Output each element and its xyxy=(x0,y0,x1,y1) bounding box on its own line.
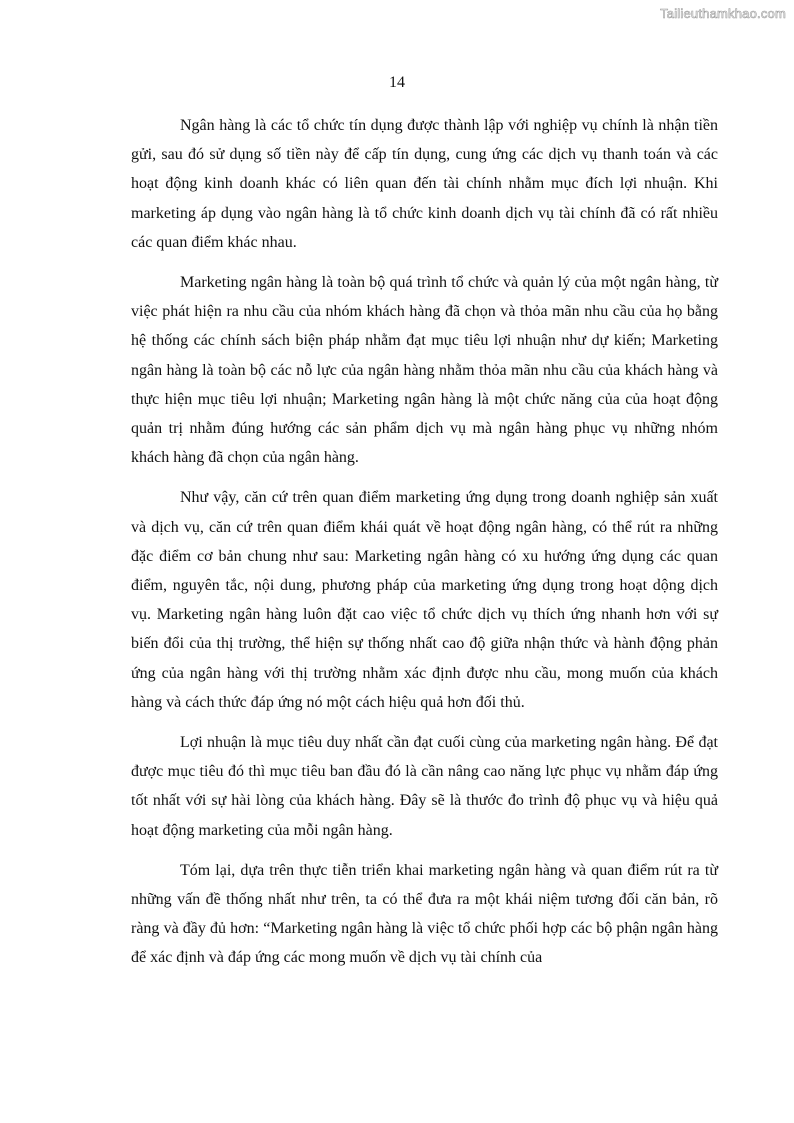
paragraph-4: Lợi nhuận là mục tiêu duy nhất cần đạt cuối cùng của marketing ngân hàng. Để đạt được mục tiêu đó thì mục tiêu ban đầu đó là cần nâng cao năng lực phục vụ nhằm đáp ứng tốt nhất với sự hài lòng của khách hàng. Đây sẽ là thước đo trình độ phục vụ và hiệu quả hoạt động marketing của mỗi ngân hàng. xyxy=(131,734,718,839)
page-number: 14 xyxy=(389,74,405,91)
paragraph-1: Ngân hàng là các tổ chức tín dụng được thành lập với nghiệp vụ chính là nhận tiền gửi, sau đó sử dụng số tiền này để cấp tín dụng, cung ứng các dịch vụ thanh toán và các hoạt động kinh doanh khác có liên quan đến tài chính nhằm mục đích lợi nhuận. Khi marketing áp dụng vào ngân hàng là tổ chức kinh doanh dịch vụ tài chính đã có rất nhiều các quan điểm khác nhau. xyxy=(131,117,718,251)
paragraph-5: Tóm lại, dựa trên thực tiễn triển khai marketing ngân hàng và quan điểm rút ra từ những vấn đề thống nhất như trên, ta có thể đưa ra một khái niệm tương đối căn bản, rõ ràng và đầy đủ hơn: “Marketing ngân hàng là việc tổ chức phối hợp các bộ phận ngân hàng để xác định và đáp ứng các mong muốn về dịch vụ tài chính của xyxy=(131,861,718,967)
paragraph-2: Marketing ngân hàng là toàn bộ quá trình tổ chức và quản lý của một ngân hàng, từ việc phát hiện ra nhu cầu của nhóm khách hàng đã chọn và thỏa mãn nhu cầu của họ bằng hệ thống các chính sách biện pháp nhằm đạt mục tiêu lợi nhuận như dự kiến; Marketing ngân hàng là toàn bộ các nỗ lực của ngân hàng nhằm thỏa mãn nhu cầu của khách hàng và thực hiện mục tiêu lợi nhuận; Marketing ngân hàng là một chức năng của của hoạt động quản trị nhằm đúng hướng các sản phẩm dịch vụ mà ngân hàng phục vụ những nhóm khách hàng đã chọn của ngân hàng. xyxy=(131,274,718,467)
watermark-text: Tailieuthamkhao.com xyxy=(660,6,786,21)
paragraph-3: Như vậy, căn cứ trên quan điểm marketing ứng dụng trong doanh nghiệp sản xuất và dịch vụ, căn cứ trên quan điểm khái quát về hoạt động ngân hàng, có thể rút ra những đặc điểm cơ bản chung như sau: Marketing ngân hàng có xu hướng ứng dụng các quan điểm, nguyên tắc, nội dung, phương pháp của marketing ứng dụng trong hoạt dộng dịch vụ. Marketing ngân hàng luôn đặt cao việc tổ chức dịch vụ thích ứng nhanh hơn với sự biến đổi của thị trường, thể hiện sự thống nhất cao độ giữa nhận thức và hành động phản ứng của ngân hàng với thị trường nhằm xác định được nhu cầu, mong muốn của khách hàng và cách thức đáp ứng nó một cách hiệu quả hơn đối thủ. xyxy=(131,489,718,711)
document-body xyxy=(131,111,718,984)
